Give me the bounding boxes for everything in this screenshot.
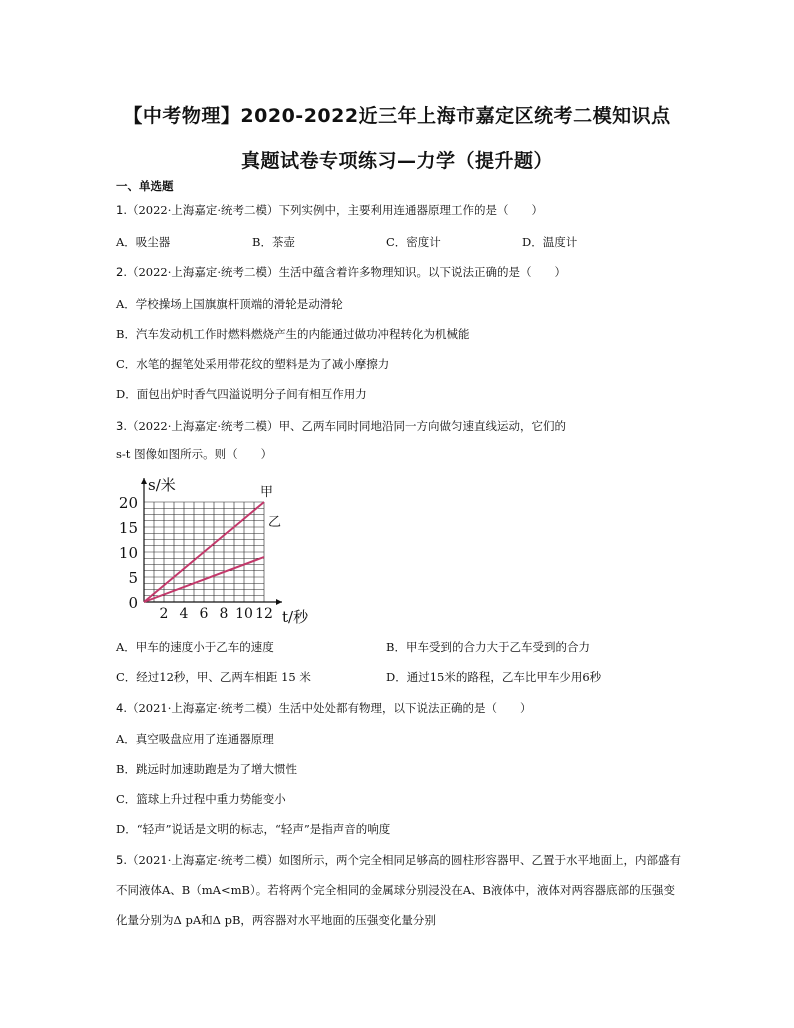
series-label-yi: 乙 <box>268 515 282 530</box>
question-4-option-d: D．“轻声”说话是文明的标志，“轻声”是指声音的响度 <box>116 822 391 836</box>
x-tick-label: 8 <box>219 606 229 622</box>
document-title-line-2: 真题试卷专项练习—力学（提升题） <box>240 150 553 172</box>
question-2-option-c: C．水笔的握笔处采用带花纹的塑料是为了减小摩擦力 <box>116 357 390 371</box>
y-axis-arrow <box>141 478 147 484</box>
x-axis-label: t/秒 <box>282 608 309 626</box>
question-3-option-c: C．经过12秒，甲、乙两车相距 15 米 <box>116 670 311 684</box>
x-tick-label: 10 <box>235 606 253 622</box>
question-1-option-a: A．吸尘器 <box>116 235 171 249</box>
question-3-stem: 3.（2022·上海嘉定·统考二模）甲、乙两车同时同地沿同一方向做匀速直线运动，它们的 <box>116 419 567 433</box>
question-2-option-b: B．汽车发动机工作时燃料燃烧产生的内能通过做功冲程转化为机械能 <box>116 327 470 341</box>
x-tick-label: 6 <box>199 606 209 622</box>
question-4-option-c: C．篮球上升过程中重力势能变小 <box>116 792 286 806</box>
question-2-option-a: A．学校操场上国旗旗杆顶端的滑轮是动滑轮 <box>116 297 343 311</box>
y-tick-label: 10 <box>118 544 138 562</box>
question-4-stem: 4.（2021·上海嘉定·统考二模）生活中处处都有物理，以下说法正确的是（ ） <box>116 701 532 715</box>
x-tick-label: 4 <box>179 606 189 622</box>
x-axis-arrow <box>276 599 282 605</box>
series-label-jia: 甲 <box>260 485 274 500</box>
y-tick-label: 20 <box>118 494 138 512</box>
y-tick-label: 5 <box>128 569 138 587</box>
question-2-option-d: D．面包出炉时香气四溢说明分子间有相互作用力 <box>116 387 367 401</box>
question-2-stem: 2.（2022·上海嘉定·统考二模）生活中蕴含着许多物理知识。以下说法正确的是（ ） <box>116 265 567 279</box>
question-4-option-b: B．跳远时加速助跑是为了增大惯性 <box>116 762 297 776</box>
st-chart <box>116 472 316 627</box>
question-5-stem: 5.（2021·上海嘉定·统考二模）如图所示，两个完全相同足够高的圆柱形容器甲、乙置于水平地面上，内部盛有不同液体A、B（mA<mB）。若将两个完全相同的金属球分别浸没在A、B液体中，液体对两容器底部的压强变化量分别为Δ pA和Δ pB，两容器对水平地面的压强变化量分别 <box>116 853 682 927</box>
question-3-option-d: D．通过15米的路程，乙车比甲车少用6秒 <box>386 670 602 684</box>
question-3-stem-continued: s-t 图像如图所示。则（ ） <box>116 447 273 461</box>
y-tick-label: 0 <box>128 594 138 612</box>
y-axis-label: s/米 <box>148 476 176 494</box>
question-1-option-b: B．茶壶 <box>252 235 295 249</box>
question-1-option-d: D．温度计 <box>522 235 578 249</box>
y-tick-label: 15 <box>118 519 138 537</box>
question-3-option-b: B．甲车受到的合力大于乙车受到的合力 <box>386 640 590 654</box>
question-4-option-a: A．真空吸盘应用了连通器原理 <box>116 732 274 746</box>
question-1-stem: 1.（2022·上海嘉定·统考二模）下列实例中，主要利用连通器原理工作的是（ ） <box>116 203 544 217</box>
x-tick-label: 12 <box>255 606 273 622</box>
document-title-line-1: 【中考物理】2020-2022近三年上海市嘉定区统考二模知识点 <box>123 105 671 127</box>
question-3-option-a: A．甲车的速度小于乙车的速度 <box>116 640 274 654</box>
section-heading: 一、单选题 <box>116 179 174 193</box>
question-1-option-c: C．密度计 <box>386 235 441 249</box>
x-tick-label: 2 <box>159 606 169 622</box>
